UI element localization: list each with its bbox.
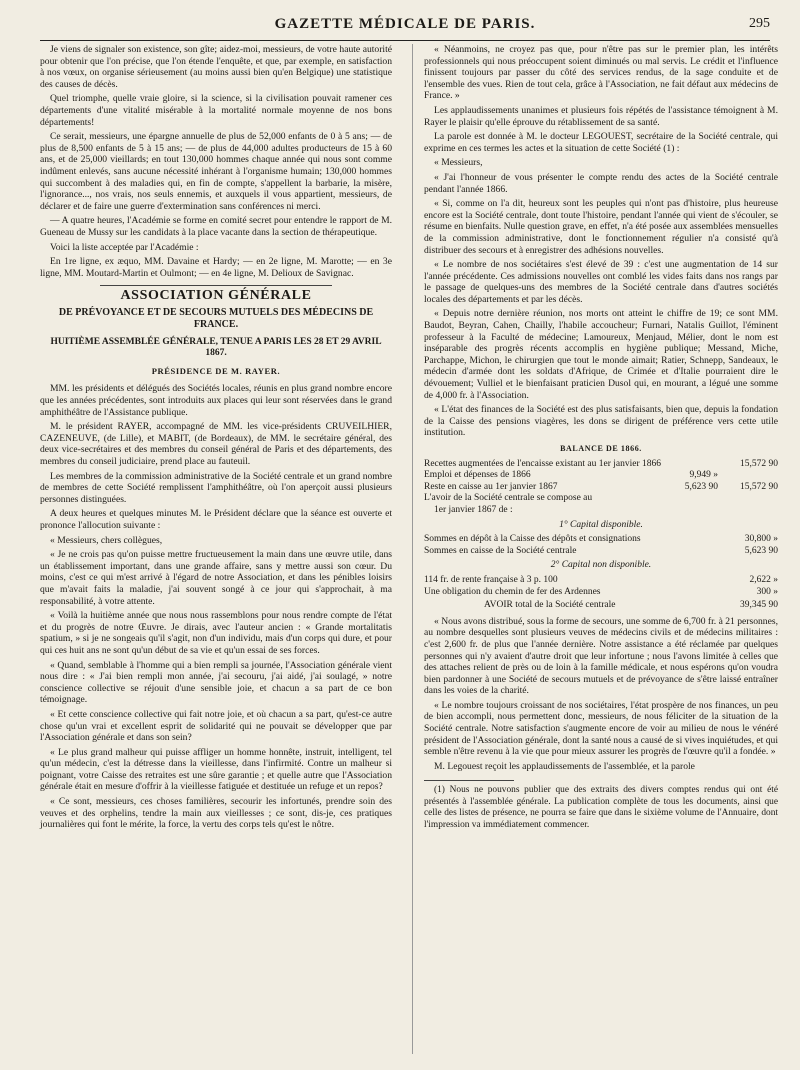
finance-value: 39,345 90 <box>740 600 778 611</box>
finance-label: Recettes augmentées de l'encaisse existant au 1er janvier 1866 <box>424 458 662 469</box>
paragraph: — A quatre heures, l'Académie se forme en comité secret pour entendre le rapport de M. Gueneau de Mussy sur les candidats à la place vacante dans la section de thérapeutique. <box>40 215 392 238</box>
paragraph: Voici la liste acceptée par l'Académie : <box>50 241 199 253</box>
paragraph: « Quand, semblable à l'homme qui a bien rempli sa journée, l'Association générale vient nous dire : « J'ai bien rempli mon année, j'ai secouru, j'ai aidé, j'ai soulagé, » notre conscience collective se réjouit d'une sensible joie, et chacun a sa part de ce bon témoignage. <box>40 659 392 706</box>
finance-label: Reste en caisse au 1er janvier 1867 <box>424 481 558 492</box>
avoir-line: L'avoir de la Société centrale se compose au <box>424 493 593 504</box>
finance-label: Sommes en dépôt à la Caisse des dépôts et consignations <box>424 534 641 545</box>
finance-value: 2,622 » <box>749 574 778 585</box>
paragraph: « Si, comme on l'a dit, heureux sont les peuples qui n'ont pas d'histoire, plus heureuse encore est la Société centrale, dont toute l'histoire, pendant l'année qui vient de s'écouler, se résume en bienfaits. Nulle question grave, en effet, n'a été posée aux assemblées mensuelles de la commission administrative, dont le fonctionnement régulier n'a consisté qu'à distribuer des secours et à enregistrer des adhésions nouvelles. <box>424 198 778 256</box>
footnote: (1) Nous ne pouvons publier que des extraits des divers comptes rendus qui ont été présentés à l'assemblée générale. La publication complète de tous les documents, ainsi que celle des listes de présence, ne pourra se faire que dans le sixième volume de l'Annuaire, dont l'impression va immédiatement commencer. <box>424 785 778 830</box>
footnote-rule <box>424 780 514 781</box>
page-number: 295 <box>749 16 770 31</box>
paragraph: Les applaudissements unanimes et plusieurs fois répétés de l'assistance témoignent à M. Rayer le plaisir qu'elle éprouve du rétablissement de sa santé. <box>424 104 778 128</box>
finance-row <box>424 575 778 587</box>
finance-label: Sommes en caisse de la Société centrale <box>424 545 577 556</box>
section-title: ASSOCIATION GÉNÉRALE <box>120 288 312 304</box>
presidence-heading: PRÉSIDENCE DE M. RAYER. <box>151 365 281 376</box>
paragraph: « Nous avons distribué, sous la forme de secours, une somme de 6,700 fr. à 21 personnes, au nombre desquelles sont plusieurs veuves de médecins civils et de médecins militaires : c'est 2,600 fr. de plus que l'année dernière. Notre assistance a été réclamée par quelques personnes qui n'y avaient d'autre droit que leur infortune ; nous l'avons limitée à celles que des attaches relient de près ou de loin à la famille médicale, et nous espérons qu'on voudra bien pardonner à une Société de secours mutuels et de prévoyance de s'être laissé entraîner dans les voies de la charité. <box>424 615 778 697</box>
finance-row <box>424 482 778 494</box>
paragraph: « Néanmoins, ne croyez pas que, pour n'être pas sur le premier plan, les intérêts professionnels qui nous préoccupent soient diminués ou mal servis. Le crédit et l'influence finissent toujours par passer du côté des services rendus, de la sage conduite et de l'ensemble des vues. Rien de tout cela, grâce à l'Association, ne fait défaut aux médecins de France. » <box>424 44 778 102</box>
finance-label: Emploi et dépenses de 1866 <box>424 470 531 481</box>
paragraph: Je viens de signaler son existence, son gîte; aidez-moi, messieurs, de votre haute autorité pour obtenir que l'on précise, que l'on étende l'enquête, et que, par exemple, en satisfaction à nos vœux, on organise sérieusement (au moins aussi bien qu'en Belgique) une statistique des causes de décès. <box>40 44 392 90</box>
finance-value: 5,623 90 <box>744 545 778 556</box>
paragraph: MM. les présidents et délégués des Sociétés locales, réunis en plus grand nombre encore que les années précédentes, sont introduits aux places qui leur sont réservées dans le grand amphithéâtre de l'Assistance publique. <box>40 383 392 418</box>
avoir-line: 1er janvier 1867 de : <box>434 504 513 515</box>
page-header <box>40 14 770 41</box>
finance-label: AVOIR total de la Société centrale <box>484 600 616 611</box>
finance-value: 15,572 90 <box>740 458 778 469</box>
finance-label: 114 fr. de rente française à 3 p. 100 <box>424 574 558 585</box>
finance-value: 5,623 90 <box>684 481 718 492</box>
paragraph: « Je ne crois pas qu'on puisse mettre fructueusement la main dans une œuvre utile, dans un établissement important, dans une grande affaire, sans y mettre aussi son cœur. Du moins, c'est ce qui m'est arrivé à l'égard de notre Association, et dans les pénibles loisirs que m'avait faits la maladie, j'ai souvent songé à ce jour qui s'approchait, à ma responsabilité, à votre attente. <box>40 549 392 607</box>
finance-row <box>424 546 778 558</box>
balance-heading: BALANCE DE 1866. <box>560 444 642 453</box>
finance-sum: 15,572 90 <box>740 481 778 492</box>
finance-total-row <box>424 600 778 612</box>
finance-value: 300 » <box>756 586 778 597</box>
paragraph: Quel triomphe, quelle vraie gloire, si la science, si la civilisation pouvait ramener ces départements d'une vitalité misérable à la mortalité normale moyenne de nos bons départements! <box>40 93 392 128</box>
balance-table <box>424 459 778 612</box>
paragraph: « Ce sont, messieurs, ces choses familières, secourir les infortunés, prendre soin des veuves et des orphelins, tendre la main aux vieillesses ; ce sont, dis-je, ces pratiques journalières qui font le mérite, la force, la vertu des corps tels qu'est le nôtre. <box>40 796 392 831</box>
paragraph: « Et cette conscience collective qui fait notre joie, et où chacun a sa part, qu'est-ce autre chose qu'un vrai et excellent esprit de solidarité qui ne pouvait se développer que par l'Association générale et dans son sein? <box>40 708 392 744</box>
paragraph: « Messieurs, chers collègues, <box>50 534 163 546</box>
paragraph: « L'état des finances de la Société est des plus satisfaisants, bien que, depuis la fondation de la Caisse des pensions viagères, les dons se dirigent de préférence vers cette utile institution. <box>424 404 778 439</box>
paragraph: M. Legouest reçoit les applaudissements de l'assemblée, et la parole <box>434 760 695 772</box>
paragraph: « Le nombre toujours croissant de nos sociétaires, l'état prospère de nos finances, un peu de bien accompli, nous permettent donc, messieurs, de nous féliciter de la situation de la Société centrale. Notre satisfaction s'augmente encore de voir au milieu de nous le vénéré président de l'Association générale, dont la santé nous a causé de si vives inquiétudes, et qui semble n'être revenu à la vie que pour mieux assurer les progrès de l'œuvre qu'il a fondée. » <box>424 699 778 758</box>
paragraph: La parole est donnée à M. le docteur LEGOUEST, secrétaire de la Société centrale, qui exprime en ces termes les actes et la situation de cette Société (1) : <box>424 131 778 154</box>
paragraph: « Le nombre de nos sociétaires s'est élevé de 39 : c'est une augmentation de 14 sur l'année précédente. Ces admissions nouvelles ont comblé les vides faits dans nos rangs par le passage de quelques-uns des membres de la Société centrale dans d'autres sociétés locales des départements et par les décès. <box>424 259 778 305</box>
finance-value: 30,800 » <box>744 534 778 545</box>
finance-row <box>424 534 778 546</box>
journal-title: GAZETTE MÉDICALE DE PARIS. <box>274 16 536 32</box>
assembly-heading: HUITIÈME ASSEMBLÉE GÉNÉRALE, TENUE A PARIS LES 28 ET 29 AVRIL 1867. <box>50 336 382 359</box>
finance-row <box>424 459 778 471</box>
paragraph: A deux heures et quelques minutes M. le Président déclare que la séance est ouverte et prononce l'allocution suivante : <box>40 508 392 531</box>
finance-label: Une obligation du chemin de fer des Ardennes <box>424 586 601 597</box>
finance-row <box>424 470 778 482</box>
paragraph: « Voilà la huitième année que nous nous rassemblons pour nous rendre compte de l'état et du progrès de notre Œuvre. Je dirais, avec l'auteur ancien : « Grande mortalitatis spatium, » si je ne songeais qu'il s'agit, non d'un individu, mais d'un corps qui dure, et pour qui ces huit ans ne sont qu'un début de sa vie et qu'un essai de ses forces. <box>40 610 392 656</box>
finance-row <box>424 587 778 599</box>
paragraph: « J'ai l'honneur de vous présenter le compte rendu des actes de la Société centrale pendant l'année 1866. <box>424 171 778 195</box>
finance-value: 9,949 » <box>689 470 718 481</box>
paragraph: En 1re ligne, ex æquo, MM. Davaine et Hardy; — en 2e ligne, M. Marotte; — en 3e ligne, MM. Moutard-Martin et Oulmont; — en 4e ligne, M. Delioux de Savignac. <box>40 256 392 279</box>
left-column <box>40 44 392 834</box>
paragraph: « Depuis notre dernière réunion, nos morts ont atteint le chiffre de 19; ce sont MM. Baudot, Beyran, Cahen, Chailly, l'habile accoucheur; Furnari, Natalis Guillot, l'éminent professeur à la Faculté de médecine; Lamoureux, Menjaud, Mélier, dont le nom est inséparable des progrès récents accomplis en hygiène publique; Messand, Miche, Parchappe, Michon, le chirurgien que tout le monde aimait; Ratier, Schnepp, Sandeaux, le médecin d'armée dont les soldats d'Afrique, de Crimée et d'Italie pourraient dire le dévouement; Vulliel et le bienfaisant praticien Dusol qui, en mourant, a légué une somme de 4,000 fr. à l'Association. <box>424 308 778 401</box>
paragraph: « Le plus grand malheur qui puisse affliger un homme honnête, instruit, intelligent, tel qu'un médecin, c'est la détresse dans la vieillesse, dans l'infirmité. Contre un malheur si poignant, votre Caisse des retraites est une sûre garantie ; et quelle autre que l'Association générale était en mesure d'offrir à la vieillesse fatiguée et destituée un refuge et un repos? <box>40 746 392 793</box>
capital-heading: 1° Capital disponible. <box>559 519 643 530</box>
capital-heading: 2° Capital non disponible. <box>550 560 652 571</box>
paragraph: M. le président RAYER, accompagné de MM. les vice-présidents CRUVEILHIER, CAZENEUVE, (de Lille), et MABIT, (de Bordeaux), de MM. le secrétaire général, des deux vice-secrétaires et des membres du conseil général de Paris et des départements, des membres du conseil judiciaire, prend place au fauteuil. <box>40 421 392 468</box>
section-subtitle: DE PRÉVOYANCE ET DE SECOURS MUTUELS DES MÉDECINS DE FRANCE. <box>58 306 374 330</box>
paragraph: Les membres de la commission administrative de la Société centrale et un grand nombre de membres de cette Société remplissent l'amphithéâtre, où l'on aperçoit aussi plusieurs personnes distinguées. <box>40 470 392 505</box>
paragraph: Ce serait, messieurs, une épargne annuelle de plus de 52,000 enfants de 0 à 5 ans; — de plus de 8,500 enfants de 5 à 15 ans; — de plus de 44,000 adultes producteurs de 15 à 60 ans, et de 25,000 vieillards; en tout 130,000 hommes chaque année qui nous sont comme indûment enlevés, sans aucune nécessité inhérant à l'organisme humain; 130,000 hommes qui succombent à des maladies qui, en fin de compte, s'appellent la barbarie, la misère, l'ignorance..., nos vrais, nos seuls ennemis, et auxquels il vous appartient, messieurs, de déclarer et de faire une guerre d'extermination sans conférences ni merci. <box>40 131 392 212</box>
paragraph: « Messieurs, <box>434 157 483 169</box>
section-rule <box>100 285 332 286</box>
right-column <box>424 44 778 834</box>
column-divider <box>412 44 413 1054</box>
